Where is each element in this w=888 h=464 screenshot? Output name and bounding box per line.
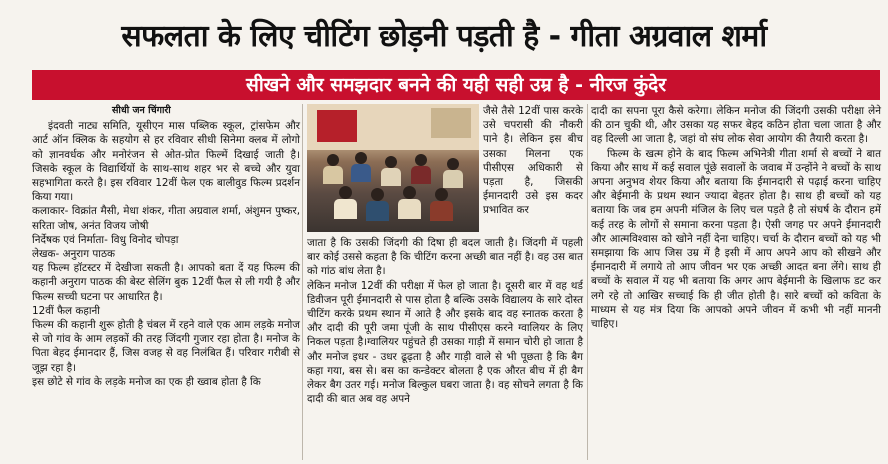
photo-person	[435, 188, 448, 201]
photo-person	[415, 154, 427, 166]
paragraph: यह फिल्म हॉटस्टर में देखीजा सकती है। आपको बता दें यह फिल्म की कहानी अनुराग पाठक की बेस्ट सेलिंग बुक 12वीं फैल से ली गयी है और फिल्म सच्ची घटना पर आधारित है।	[32, 262, 300, 303]
byline: सीधी जन चिंगारी	[112, 105, 171, 116]
column-divider	[587, 104, 588, 460]
photo-person	[334, 199, 357, 219]
photo-person	[411, 166, 431, 184]
column-divider	[302, 104, 303, 460]
paragraph: कलाकार- विक्रांत मैसी, मेधा शंकर, गीता अग्रवाल शर्मा, अंशुमन पुष्कर, सरिता जोष, अनंत विजय जोषी	[32, 205, 300, 232]
photo-person	[430, 201, 453, 221]
paragraph: फिल्म के खत्म होने के बाद फिल्म अभिनेत्री गीता शर्मा से बच्चों ने बात किया और साथ में कई सवाल पूंछे सवालों के जवाब में उन्होंने ने बच्चों के साथ अपना अनुभव शेयर किया और बताया कि ईमानदारी से पढ़ाई करना चाहिए और बेईमानी के प्रथम स्थान ज्यादा बेहतर होता है। साथ ही बच्चों को यह बताया कि जब हम अपनी मंजिल के लिए चल पड़ते है तो संघर्ष के दौरान हमें कई तरह के लोगों से समाना करना पड़ता है। ऐसी जगह पर अपने ईमानदारी और आत्मविश्वास को खोने नहीं देना चाहिए। चर्चा के दौरान बच्चों को यह भी समझाया कि आप जिस उम्र में है इसी में आप अपने आप को सीखने और ईमानदारी में लगाये तो आप जीवन भर एक अच्छी आदत बना लेंगे। साथ ही बच्चों के सवाल में यह भी बताया कि अगर आप बेईमानी के खिलाफ डट कर लगे रहे तो आखिर सच्चाई कि ही जीत होती है। सारे बच्चों को कविता के माध्यम से यह मंत्र दिया कि आपको अपने जीवन में कभी भी नहीं माननी चाहिए।	[591, 147, 881, 331]
photo-person	[355, 152, 367, 164]
paragraph: दादी का सपना पूरा कैसे करेगा। लेकिन मनोज की जिंदगी उसकी परीक्षा लेने की ठान चुकी थी, और उसका यह सफर बेहद कठिन होता चला जाता है और वह दिल्ली आ जाता है, जहां वो संघ लोक सेवा आयोग की तैयारी करता है।	[591, 105, 881, 146]
photo-person	[351, 164, 371, 182]
subheadline-band: सीखने और समझदार बनने की यही सही उम्र है - नीरज कुंदेर	[32, 70, 880, 100]
paragraph: इस छोटे से गांव के लड़के मनोज का एक ही ख्वाब होता है कि	[32, 375, 261, 388]
photo-banner	[431, 108, 471, 138]
photo-person	[381, 168, 401, 186]
paragraph: लेखक- अनुराग पाठक	[32, 248, 115, 261]
subheading: 12वीं फैल कहानी	[32, 304, 100, 317]
photo-person	[443, 170, 463, 188]
photo-person	[398, 199, 421, 219]
event-photo	[307, 104, 479, 232]
photo-person	[366, 201, 389, 221]
column-3	[591, 104, 881, 331]
photo-person	[385, 156, 397, 168]
paragraph: लेकिन मनोज 12वीं की परीक्षा में फेल हो जाता है। दूसरी बार में वह थर्ड डिवीजन पूरी ईमानदारी से पास होता है बल्कि उसके विद्यालय के सारे दोस्त चीटिंग करके प्रथम स्थान में आते है और इसके बाद वह स्नातक करता है और दादी की पूरी जमा पूंजी के साथ पीसीएस करने ग्वालियर के लिए निकल पड़ता है।ग्वालियर पहुंचते ही उसका गाड़ी में समान चोरी हो जाता है और मनोज इधर - उधर ढूढ़ता है और गाड़ी वाले से भी पूछता है कि बैग कहा गया, बस से। बस का कन्डेक्टर बोलता है एक औरत बीच में ही बैग लेकर बैग उतर गई। मनोज बिल्कुल घबरा जाता है। वह सोचने लगता है कि दादी की बात अब वह अपने	[307, 279, 583, 406]
paragraph: फिल्म की कहानी शुरू होती है चंबल में रहने वाले एक आम लड़के मनोज से जो गांव के आम लड़कों की तरह जिंदगी गुजार रहा होता है। मनोज के पिता बेहद ईमानदार हैं, जिस वजह से वह निलंबित हैं। परिवार गरीबी से जूझ रहा है।	[32, 319, 300, 374]
photo-person	[403, 186, 416, 199]
headline: सफलता के लिए चीटिंग छोड़नी पड़ती है - गीता अग्रवाल शर्मा	[121, 19, 767, 54]
paragraph: इंदवती नाट्य समिति, यूसीएन मास पब्लिक स्कूल, ट्रांसफेम और आर्ट ऑन क्लिक के सहयोग से हर रविवार सीधी सिनेमा क्लब में लोगो को ज्ञानवर्धक और मनोरंजन से ओत-प्रोत फिल्में दिखाई जाती है। जिसके स्कूल के विद्यार्थियों के साथ-साथ शहर भर से बच्चे और युवा सहभागिता करते है। इस रविवार 12वीं फेल एक बालीवुड फिल्म प्रदर्शन किया गया।	[32, 120, 300, 204]
column-2	[307, 236, 583, 406]
column-1	[32, 104, 300, 389]
paragraph: जाता है कि उसकी जिंदगी की दिषा ही बदल जाती है। जिंदगी में पहली बार कोई उससे कहता है कि चीटिंग करना अच्छी बात नहीं है। वह उस बात को गांठ बांध लेता है।	[307, 237, 583, 278]
photo-person	[339, 186, 352, 199]
photo-banner	[317, 110, 357, 142]
photo-person	[327, 154, 339, 166]
photo-person	[447, 158, 459, 170]
column-2-top: जैसे तैसे 12वीं पास करके उसे चपरासी की नौकरी पाने है। लेकिन इस बीच उसका मिलना एक पीसीएस अधिकारी से पड़ता है, जिसकी ईमानदारी उसे इस कदर प्रभावित कर	[483, 105, 583, 217]
paragraph: निर्देषक एवं निर्माता- विधु विनोद चोपड़ा	[32, 233, 179, 246]
photo-person	[371, 188, 384, 201]
photo-person	[323, 166, 343, 184]
